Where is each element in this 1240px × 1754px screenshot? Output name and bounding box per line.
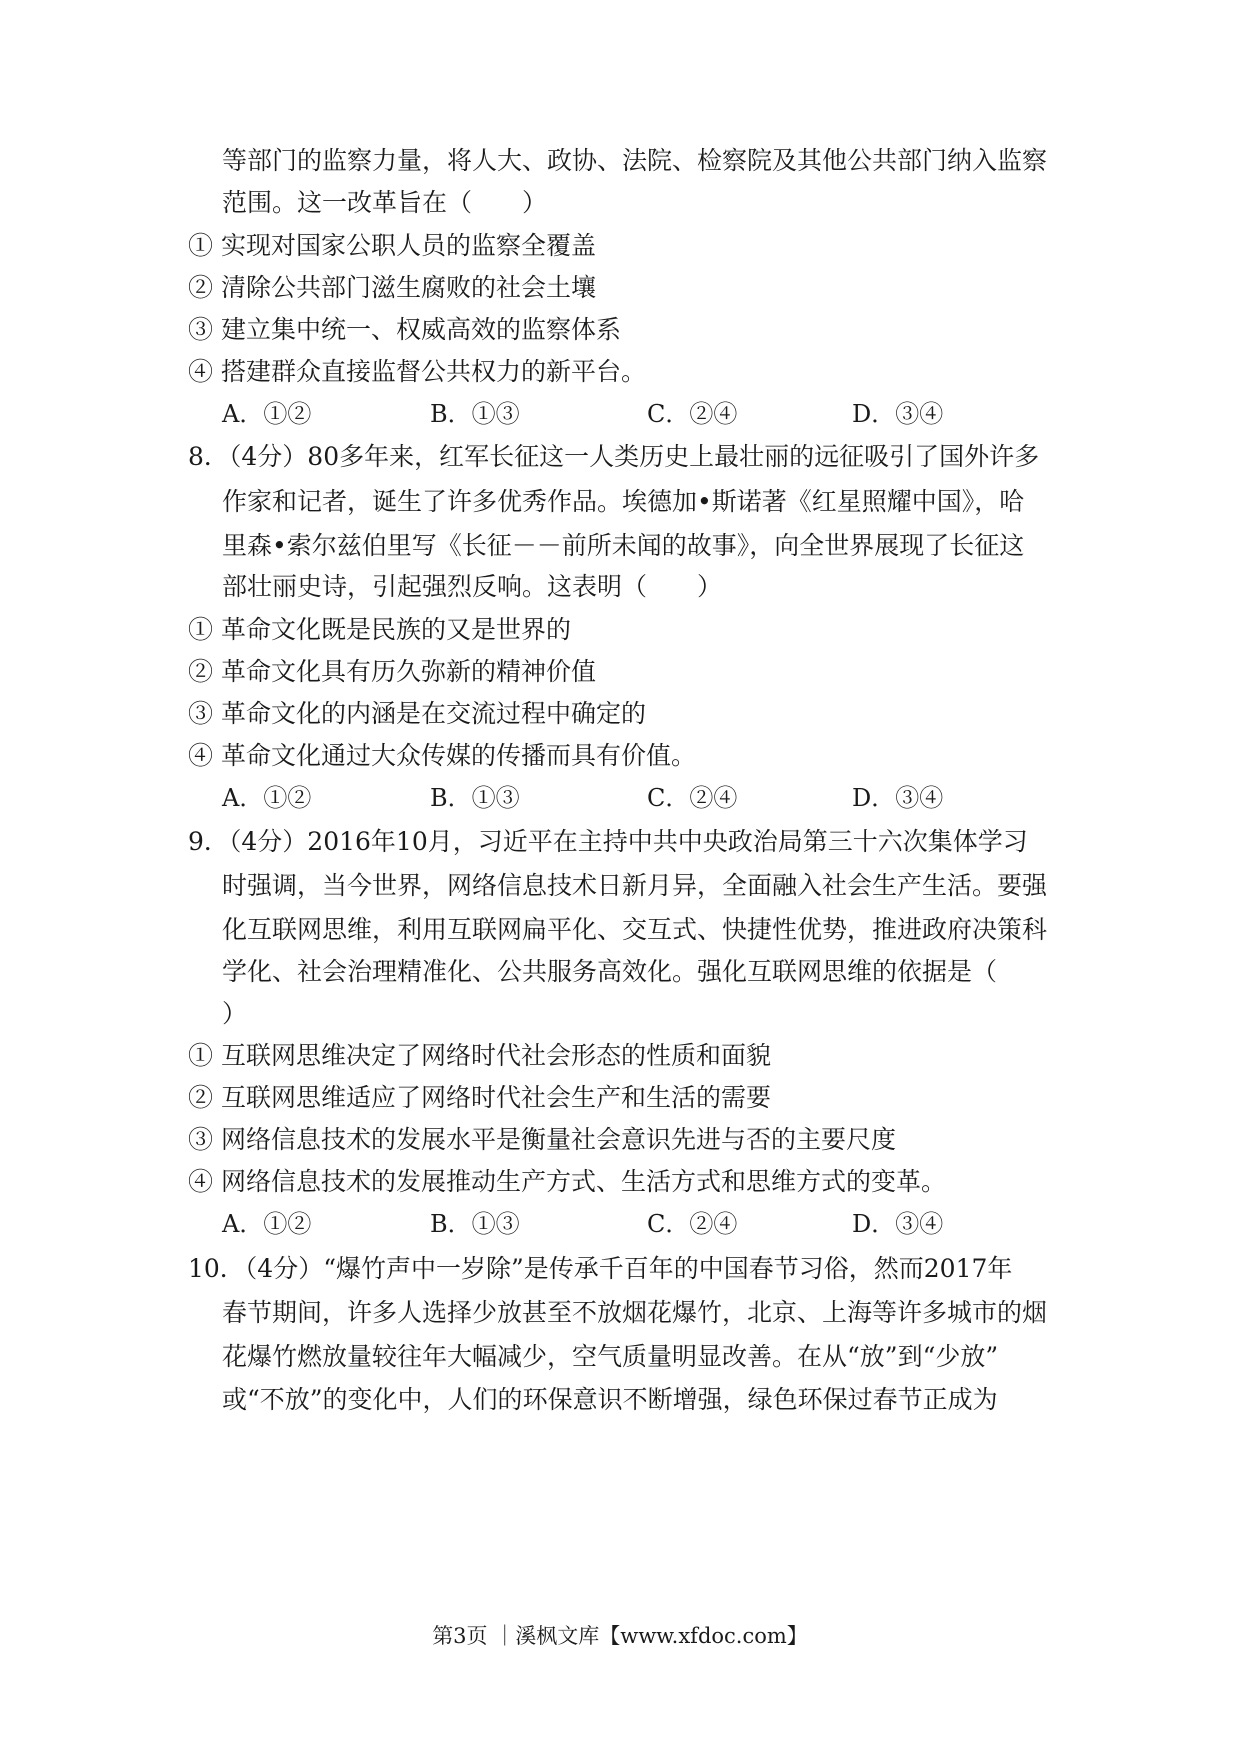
q8-stem-first-line: 8．（4分）80多年来，红军长征这一人类历史上最壮丽的远征吸引了国外许多 (188, 442, 1040, 471)
q8-choice-c: C．②④ (647, 784, 738, 812)
q10-text-line: 花爆竹燃放量较往年大幅减少，空气质量明显改善。在从“放”到“少放” (222, 1342, 999, 1371)
q7-option-2: ② 清除公共部门滋生腐败的社会土壤 (188, 273, 596, 302)
q9-option-1: ① 互联网思维决定了网络时代社会形态的性质和面貌 (188, 1041, 771, 1070)
q7-option-1: ① 实现对国家公职人员的监察全覆盖 (188, 231, 596, 260)
q10-text-line: 或“不放”的变化中，人们的环保意识不断增强，绿色环保过春节正成为 (222, 1385, 998, 1414)
q9-option-2: ② 互联网思维适应了网络时代社会生产和生活的需要 (188, 1083, 771, 1112)
q9-option-3: ③ 网络信息技术的发展水平是衡量社会意识先进与否的主要尺度 (188, 1125, 896, 1154)
q8-option-4: ④ 革命文化通过大众传媒的传播而具有价值。 (188, 741, 696, 770)
q8-text-line: 里森•索尔兹伯里写《长征－－前所未闻的故事》，向全世界展现了长征这 (222, 531, 1025, 560)
q7-choice-b: B．①③ (430, 400, 520, 428)
q7-choice-c: C．②④ (647, 400, 738, 428)
q9-text-line: 时强调，当今世界，网络信息技术日新月异，全面融入社会生产生活。要强 (222, 871, 1048, 900)
q9-choice-d: D．③④ (852, 1210, 944, 1238)
q9-text-line: ） (222, 999, 248, 1028)
q9-text-line: 学化、社会治理精准化、公共服务高效化。强化互联网思维的依据是（ (222, 957, 998, 986)
q8-choice-d: D．③④ (852, 784, 944, 812)
page-footer: 第3页 ｜溪枫文库【www.xfdoc.com】 (432, 1624, 808, 1648)
q10-text-line: 春节期间，许多人选择少放甚至不放烟花爆竹，北京、上海等许多城市的烟 (222, 1298, 1048, 1327)
q8-text-line: 部壮丽史诗，引起强烈反响。这表明（ ） (222, 572, 723, 601)
q8-text-line: 作家和记者，诞生了许多优秀作品。埃德加•斯诺著《红星照耀中国》，哈 (222, 487, 1025, 516)
q7-text-line: 范围。这一改革旨在（ ） (222, 188, 548, 217)
q8-option-2: ② 革命文化具有历久弥新的精神价值 (188, 657, 596, 686)
q7-choice-d: D．③④ (852, 400, 944, 428)
q8-choice-b: B．①③ (430, 784, 520, 812)
q9-stem-first-line: 9．（4分）2016年10月，习近平在主持中共中央政治局第三十六次集体学习 (188, 827, 1028, 856)
q9-choice-b: B．①③ (430, 1210, 520, 1238)
q7-text-line: 等部门的监察力量，将人大、政协、法院、检察院及其他公共部门纳入监察 (222, 146, 1048, 175)
q8-option-1: ① 革命文化既是民族的又是世界的 (188, 615, 571, 644)
q9-choice-c: C．②④ (647, 1210, 738, 1238)
q8-option-3: ③ 革命文化的内涵是在交流过程中确定的 (188, 699, 646, 728)
q7-choice-a: A．①② (222, 400, 312, 428)
q9-text-line: 化互联网思维，利用互联网扁平化、交互式、快捷性优势，推进政府决策科 (222, 915, 1048, 944)
q9-choice-a: A．①② (222, 1210, 312, 1238)
q7-option-3: ③ 建立集中统一、权威高效的监察体系 (188, 315, 621, 344)
q8-choice-a: A．①② (222, 784, 312, 812)
q7-option-4: ④ 搭建群众直接监督公共权力的新平台。 (188, 357, 646, 386)
q10-stem-first-line: 10．（4分）“爆竹声中一岁除”是传承千百年的中国春节习俗，然而2017年 (188, 1254, 1013, 1283)
q9-option-4: ④ 网络信息技术的发展推动生产方式、生活方式和思维方式的变革。 (188, 1167, 946, 1196)
